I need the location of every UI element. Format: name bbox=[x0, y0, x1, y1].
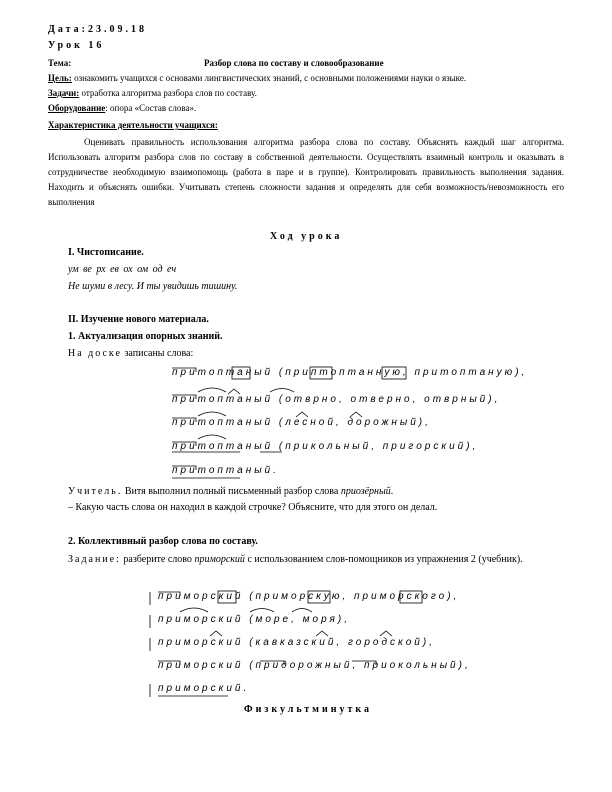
root-arc bbox=[198, 435, 226, 439]
morph2-line-3: приморский (кавказский, городской), bbox=[158, 637, 435, 648]
section2-subtitle: 1. Актуализация опорных знаний. bbox=[68, 331, 223, 342]
task-word: приморский bbox=[194, 554, 245, 565]
suffix-mark bbox=[316, 631, 328, 636]
lesson-number: Урок 16 bbox=[48, 40, 105, 51]
morph-line-2: притоптаный (отврно, отверно, отврный), bbox=[172, 394, 501, 405]
suffix-mark bbox=[210, 631, 222, 636]
footer-heading: Физкультминутка bbox=[244, 704, 373, 715]
board-rest: записаны слова: bbox=[121, 348, 194, 359]
root-arc bbox=[198, 412, 226, 416]
root-arc bbox=[270, 389, 294, 393]
teacher-text: Витя выполнил полный письменный разбор слова bbox=[122, 486, 341, 497]
root-arc bbox=[180, 608, 208, 612]
morph2-line-5: приморский. bbox=[158, 683, 250, 694]
teacher-end: . bbox=[390, 486, 394, 497]
activity-label: Характеристика деятельности учащихся: bbox=[48, 120, 218, 130]
tasks-label: Задачи: bbox=[48, 88, 80, 98]
tasks-text: отработка алгоритма разбора слов по составу. bbox=[79, 88, 257, 98]
penmanship-letters: ум ве рх ев ох ом од еч bbox=[68, 264, 177, 275]
board-prefix: На доске bbox=[68, 348, 122, 359]
penmanship-sentence: Не шуми в лесу. И ты увидишь тишину. bbox=[68, 281, 238, 292]
suffix-mark bbox=[380, 631, 392, 636]
topic-label: Тема: bbox=[48, 58, 72, 68]
teacher-line bbox=[68, 486, 393, 497]
goal-label: Цель: bbox=[48, 73, 72, 83]
topic-title: Разбор слова по составу и словообразование bbox=[204, 58, 384, 68]
equipment-text: : опора «Состав слова». bbox=[105, 103, 197, 113]
date-line: Дата:23.09.18 bbox=[48, 24, 147, 35]
morph2-line-1: приморский (приморскую, приморского), bbox=[158, 591, 460, 602]
morph2-line-4: приморский (придорожный, приокольный), bbox=[158, 660, 471, 671]
section2-title: II. Изучение нового материала. bbox=[68, 314, 209, 325]
task-text: разберите слово bbox=[120, 554, 195, 565]
equipment-label: Оборудование bbox=[48, 103, 106, 113]
goal-line bbox=[48, 73, 466, 83]
teacher-word: приозёрный bbox=[340, 486, 391, 497]
morph2-line-2: приморский (море, моря), bbox=[158, 614, 350, 625]
equipment-line bbox=[48, 103, 196, 113]
lesson-heading: Ход урока bbox=[270, 231, 343, 242]
activity-text: Оценивать правильность использования алгоритма разбора слова по составу. Объяснять каждый шаг алгоритма. Использовать алгоритм разбора слов по составу в собственной деятельности. Осуществлять взаимный контроль и оказывать в сотрудничестве необходимую взаимопомощь (работа в паре и в группе). Контролировать правильность выполнения задания. Находить и объяснять ошибки. Учитывать степень сложности задания и определять для себя возможность/невозможность его выполнения bbox=[48, 137, 564, 207]
morph-line-3: притоптаный (лесной, дорожный), bbox=[172, 417, 431, 428]
root-arc bbox=[250, 609, 274, 613]
board-line bbox=[68, 348, 193, 359]
section3-title: 2. Коллективный разбор слова по составу. bbox=[68, 536, 258, 547]
teacher-question: – Какую часть слова он находил в каждой строчке? Объясните, что для этого он делал. bbox=[68, 502, 438, 513]
morph-line-5: притоптаный. bbox=[172, 465, 279, 476]
morph-line-1: притоптаный (приптоптанную, притоптаную), bbox=[172, 367, 528, 378]
goal-text: ознакомить учащихся с основами лингвистических знаний, с основными положениями науки о языке. bbox=[71, 73, 467, 83]
section1-title: I. Чистописание. bbox=[68, 247, 144, 258]
task-label: Задание: bbox=[68, 554, 121, 565]
morph-line-4: притоптаный (прикольный, пригорский), bbox=[172, 441, 479, 452]
root-arc bbox=[198, 388, 226, 392]
tasks-line bbox=[48, 88, 257, 98]
task-paragraph bbox=[68, 552, 564, 568]
root-arc bbox=[292, 609, 312, 613]
task-end: с использованием слов-помощников из упражнения 2 (учебник). bbox=[244, 554, 523, 565]
teacher-label: Учитель. bbox=[68, 486, 123, 497]
